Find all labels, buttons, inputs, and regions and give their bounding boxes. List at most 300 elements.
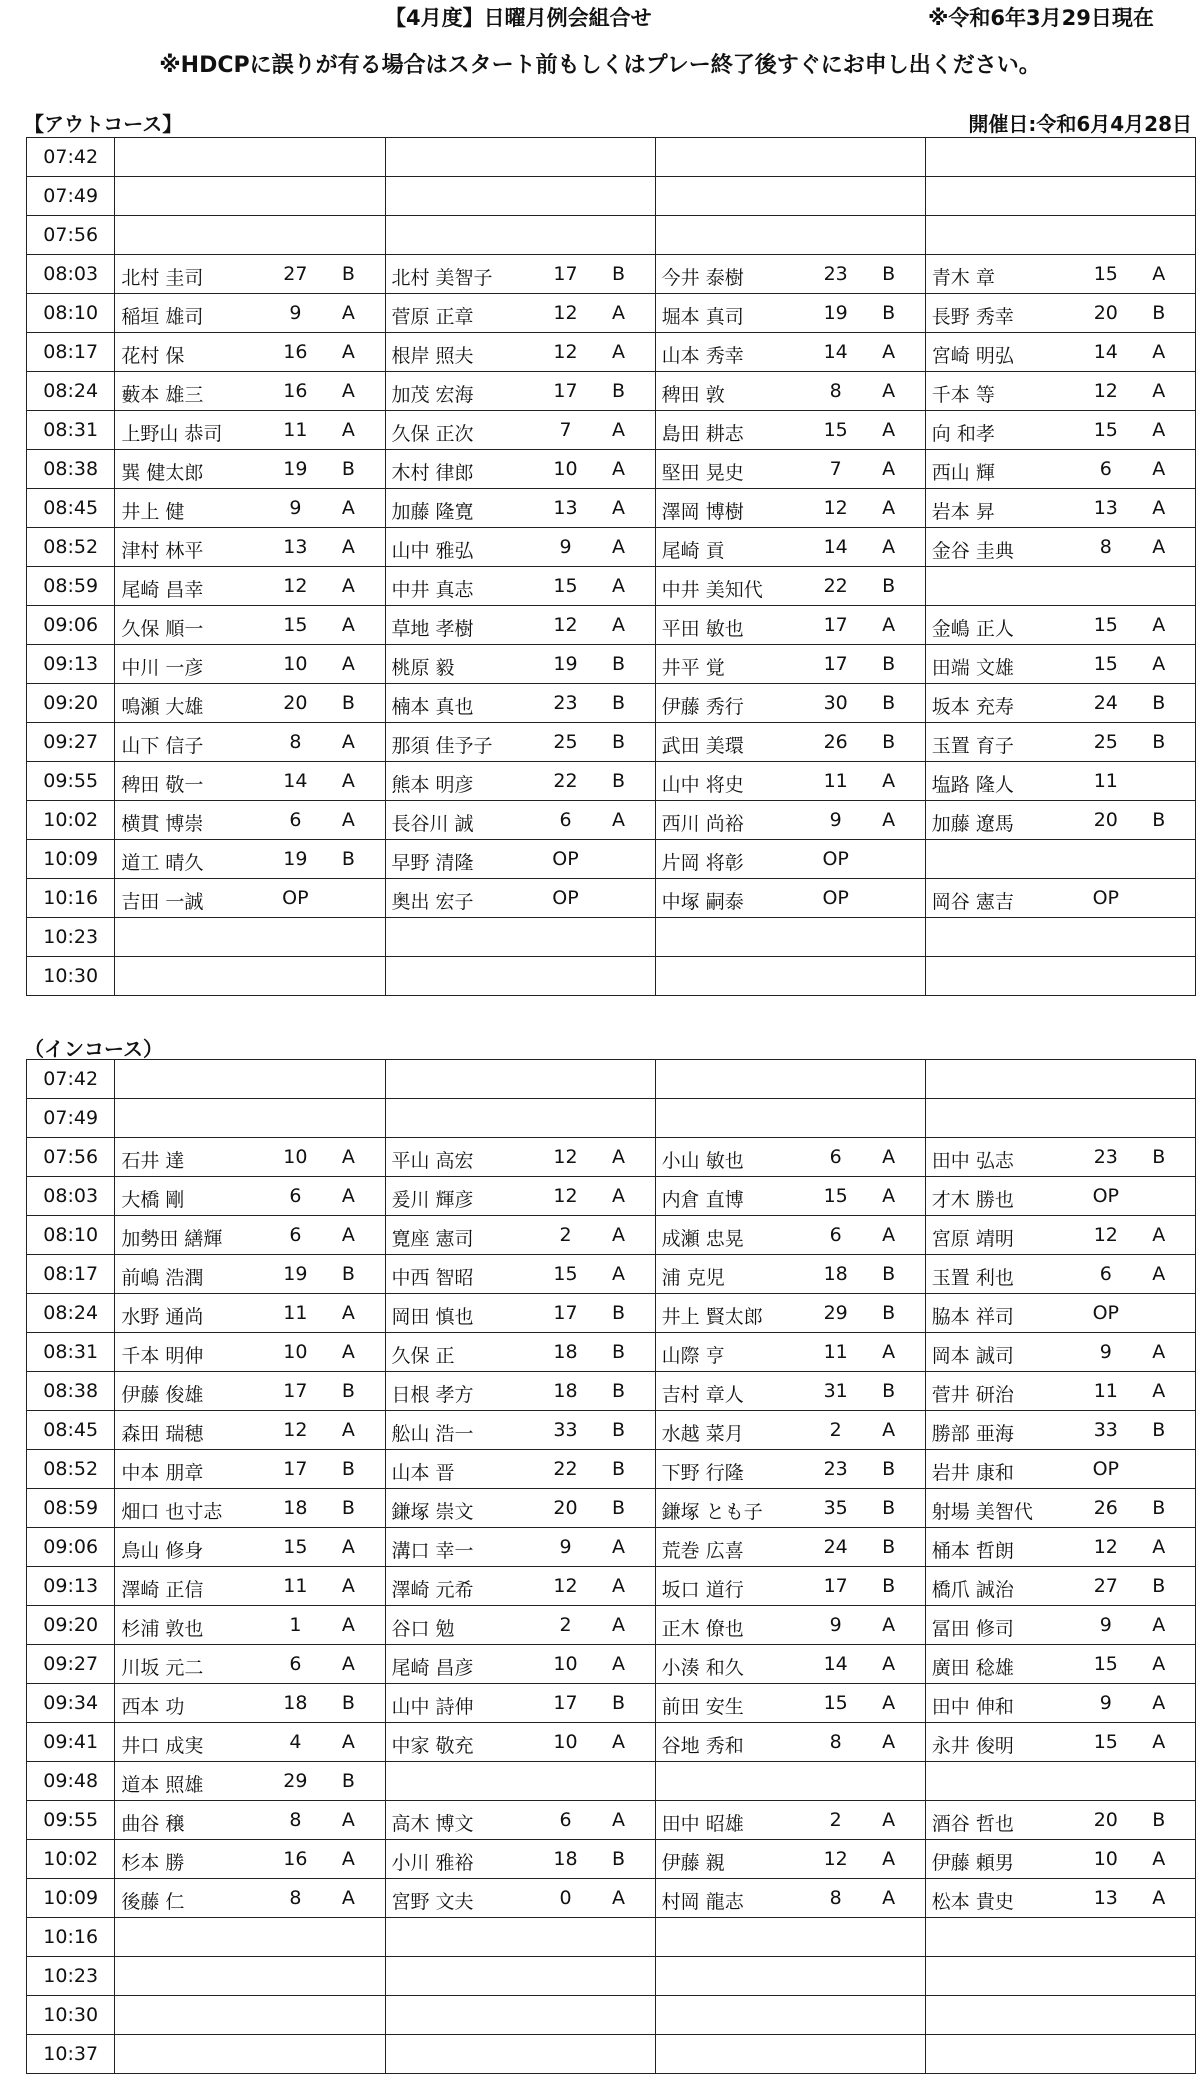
tee-time-row xyxy=(27,918,1196,957)
player-class: B xyxy=(882,692,896,714)
player-class: A xyxy=(612,458,626,480)
player-hdcp: OP xyxy=(1092,1185,1119,1207)
player-slot xyxy=(385,1879,655,1918)
player-slot xyxy=(925,1684,1195,1723)
player-class: B xyxy=(611,1302,626,1324)
player-class: A xyxy=(612,1887,626,1909)
player-class: B xyxy=(611,1848,626,1870)
player-class: B xyxy=(341,1497,355,1519)
player-class: A xyxy=(341,1848,355,1870)
player-name: 溝口 幸一 xyxy=(391,1540,474,1562)
player-slot xyxy=(655,2035,925,2074)
player-slot xyxy=(385,294,655,333)
player-slot xyxy=(655,762,925,801)
tee-time: 08:24 xyxy=(27,1294,115,1333)
player-class: A xyxy=(341,1653,355,1675)
player-hdcp: 16 xyxy=(283,341,308,363)
player-name: 小山 敏也 xyxy=(661,1150,744,1172)
player-name: 下野 行隆 xyxy=(661,1462,744,1484)
player-hdcp: 19 xyxy=(823,302,848,324)
player-name: 小川 雅裕 xyxy=(391,1852,474,1874)
tee-time: 08:45 xyxy=(27,489,115,528)
player-slot xyxy=(925,840,1195,879)
player-slot xyxy=(655,1840,925,1879)
player-name: 玉置 利也 xyxy=(931,1267,1014,1289)
player-class: A xyxy=(882,380,896,402)
player-name: 浦 克児 xyxy=(661,1267,725,1289)
as-of-date: ※令和6年3月29日現在 xyxy=(928,6,1154,30)
player-class: A xyxy=(882,1653,896,1675)
player-slot xyxy=(655,1801,925,1840)
player-hdcp: 19 xyxy=(553,653,578,675)
tee-time-row xyxy=(27,1684,1196,1723)
tee-time: 09:27 xyxy=(27,723,115,762)
player-slot xyxy=(925,333,1195,372)
player-name: 岡田 慎也 xyxy=(391,1306,474,1328)
player-hdcp: 18 xyxy=(553,1380,578,1402)
tee-time-row xyxy=(27,1060,1196,1099)
player-slot xyxy=(115,1489,385,1528)
player-name: 山際 亨 xyxy=(661,1345,725,1367)
player-name: 岡谷 憲吉 xyxy=(931,891,1014,913)
player-hdcp: 6 xyxy=(289,809,302,831)
player-name: 加勢田 繕輝 xyxy=(121,1228,223,1250)
tee-time-row xyxy=(27,1099,1196,1138)
player-class: A xyxy=(612,419,626,441)
player-class: A xyxy=(882,1887,896,1909)
player-slot xyxy=(655,1528,925,1567)
player-class: A xyxy=(612,1809,626,1831)
tee-time: 09:20 xyxy=(27,1606,115,1645)
player-slot xyxy=(655,1060,925,1099)
tee-time: 09:55 xyxy=(27,762,115,801)
tee-time-row xyxy=(27,1528,1196,1567)
player-name: 久保 正 xyxy=(391,1345,455,1367)
tee-time-row xyxy=(27,840,1196,879)
player-slot xyxy=(385,957,655,996)
tee-time: 08:45 xyxy=(27,1411,115,1450)
player-hdcp: 20 xyxy=(553,1497,578,1519)
player-class: A xyxy=(341,614,355,636)
player-class: A xyxy=(882,1185,896,1207)
player-slot xyxy=(655,801,925,840)
player-class: A xyxy=(341,1341,355,1363)
player-class: B xyxy=(341,458,355,480)
player-slot xyxy=(385,216,655,255)
player-slot xyxy=(925,1450,1195,1489)
player-class: B xyxy=(611,692,626,714)
player-slot xyxy=(925,879,1195,918)
player-class: B xyxy=(1152,302,1166,324)
player-slot xyxy=(385,1684,655,1723)
in-course-label: （インコース） xyxy=(24,1037,163,1061)
player-class: A xyxy=(612,1146,626,1168)
tee-time: 10:30 xyxy=(27,1996,115,2035)
player-hdcp: 12 xyxy=(823,1848,848,1870)
player-name: 伊藤 俊雄 xyxy=(121,1384,204,1406)
player-class: A xyxy=(341,380,355,402)
player-name: 井上 賢太郎 xyxy=(661,1306,763,1328)
tee-time-row xyxy=(27,1645,1196,1684)
player-hdcp: 27 xyxy=(283,263,308,285)
player-slot xyxy=(655,489,925,528)
player-hdcp: 15 xyxy=(283,614,308,636)
player-hdcp: 11 xyxy=(283,1302,308,1324)
player-slot xyxy=(385,1255,655,1294)
player-hdcp: 18 xyxy=(553,1848,578,1870)
player-slot xyxy=(115,372,385,411)
player-slot xyxy=(115,1255,385,1294)
player-slot xyxy=(385,1840,655,1879)
player-slot xyxy=(385,567,655,606)
player-hdcp: 9 xyxy=(829,1614,842,1636)
player-slot xyxy=(655,216,925,255)
player-slot xyxy=(925,1918,1195,1957)
player-class: A xyxy=(882,1419,896,1441)
player-name: 鳴瀬 大雄 xyxy=(121,696,204,718)
player-slot xyxy=(925,723,1195,762)
tee-time: 08:31 xyxy=(27,1333,115,1372)
player-hdcp: 11 xyxy=(823,770,848,792)
player-class: A xyxy=(612,497,626,519)
player-slot xyxy=(385,1645,655,1684)
player-class: A xyxy=(1152,1848,1166,1870)
player-name: 島田 耕志 xyxy=(661,423,744,445)
player-hdcp: 18 xyxy=(553,1341,578,1363)
player-name: 宮野 文夫 xyxy=(391,1891,474,1913)
player-hdcp: 30 xyxy=(823,692,848,714)
player-hdcp: 12 xyxy=(1093,1536,1118,1558)
player-class: A xyxy=(1152,536,1166,558)
player-hdcp: 17 xyxy=(823,614,848,636)
player-name: 道工 晴久 xyxy=(121,852,204,874)
player-slot xyxy=(655,840,925,879)
player-slot xyxy=(925,1606,1195,1645)
player-hdcp: 11 xyxy=(283,419,308,441)
player-name: 鳥山 修身 xyxy=(121,1540,204,1562)
player-hdcp: OP xyxy=(1092,887,1119,909)
player-hdcp: 17 xyxy=(823,1575,848,1597)
tee-time: 09:06 xyxy=(27,606,115,645)
player-slot xyxy=(385,528,655,567)
hdcp-notice: ※HDCPに誤りが有る場合はスタート前もしくはプレー終了後すぐにお申し出ください。 xyxy=(159,53,1041,78)
player-class: B xyxy=(882,1380,896,1402)
player-name: 日根 孝方 xyxy=(391,1384,474,1406)
player-name: 坂口 道行 xyxy=(661,1579,744,1601)
out-course-table xyxy=(26,137,1196,996)
player-name: 成瀬 忠晃 xyxy=(661,1228,744,1250)
player-slot xyxy=(925,1255,1195,1294)
tee-time-row xyxy=(27,528,1196,567)
player-slot xyxy=(115,1294,385,1333)
tee-time: 08:24 xyxy=(27,372,115,411)
player-slot xyxy=(385,1723,655,1762)
tee-time-row xyxy=(27,1723,1196,1762)
player-name: 水野 通尚 xyxy=(121,1306,204,1328)
player-hdcp: 17 xyxy=(553,380,578,402)
player-slot xyxy=(925,489,1195,528)
player-hdcp: 9 xyxy=(1099,1341,1112,1363)
player-name: 井平 覚 xyxy=(661,657,725,679)
tee-time-row xyxy=(27,879,1196,918)
player-slot xyxy=(925,372,1195,411)
player-hdcp: 19 xyxy=(283,848,308,870)
player-hdcp: 9 xyxy=(559,1536,572,1558)
player-name: 千本 明伸 xyxy=(121,1345,204,1367)
player-slot xyxy=(115,177,385,216)
player-slot xyxy=(655,957,925,996)
tee-time-row xyxy=(27,333,1196,372)
player-slot xyxy=(925,1528,1195,1567)
player-name: 久保 正次 xyxy=(391,423,474,445)
player-hdcp: 11 xyxy=(1093,770,1118,792)
player-name: 中西 智昭 xyxy=(391,1267,474,1289)
player-class: B xyxy=(882,1263,896,1285)
tee-time: 10:30 xyxy=(27,957,115,996)
player-name: 脇本 祥司 xyxy=(931,1306,1014,1328)
player-slot xyxy=(655,1450,925,1489)
player-slot xyxy=(385,1411,655,1450)
player-name: 伊藤 秀行 xyxy=(661,696,744,718)
player-hdcp: 14 xyxy=(823,536,848,558)
player-class: A xyxy=(341,1146,355,1168)
player-slot xyxy=(385,1957,655,1996)
player-class: A xyxy=(612,1731,626,1753)
player-class: A xyxy=(882,1692,896,1714)
player-slot xyxy=(655,372,925,411)
player-slot xyxy=(115,762,385,801)
player-class: A xyxy=(341,536,355,558)
player-hdcp: 33 xyxy=(1093,1419,1118,1441)
player-slot xyxy=(115,1606,385,1645)
tee-time: 08:52 xyxy=(27,528,115,567)
player-class: B xyxy=(882,1497,896,1519)
player-name: 山中 将史 xyxy=(661,774,744,796)
header xyxy=(0,0,1200,32)
player-slot xyxy=(925,1645,1195,1684)
player-name: 尾崎 昌彦 xyxy=(391,1657,474,1679)
player-slot xyxy=(115,918,385,957)
player-slot xyxy=(115,1957,385,1996)
player-class: A xyxy=(341,1302,355,1324)
player-hdcp: 6 xyxy=(829,1224,842,1246)
player-slot xyxy=(115,645,385,684)
player-slot xyxy=(925,1957,1195,1996)
player-class: A xyxy=(341,1224,355,1246)
player-class: B xyxy=(882,1536,896,1558)
player-slot xyxy=(115,489,385,528)
player-slot xyxy=(115,450,385,489)
tee-time: 08:52 xyxy=(27,1450,115,1489)
tee-time: 09:20 xyxy=(27,684,115,723)
player-slot xyxy=(115,1177,385,1216)
player-slot xyxy=(655,411,925,450)
player-name: 村岡 龍志 xyxy=(661,1891,744,1913)
player-slot xyxy=(925,294,1195,333)
player-slot xyxy=(115,1918,385,1957)
player-hdcp: 10 xyxy=(553,458,578,480)
tee-time-row xyxy=(27,2035,1196,2074)
tee-time: 09:27 xyxy=(27,1645,115,1684)
tee-time-row xyxy=(27,801,1196,840)
player-hdcp: 14 xyxy=(1093,341,1118,363)
player-class: A xyxy=(341,731,355,753)
player-class: B xyxy=(611,1497,626,1519)
player-slot xyxy=(385,1918,655,1957)
player-class: B xyxy=(882,575,896,597)
player-slot xyxy=(385,1294,655,1333)
player-name: 道本 照雄 xyxy=(121,1774,204,1796)
tee-time-row xyxy=(27,1489,1196,1528)
tee-time: 10:02 xyxy=(27,1840,115,1879)
player-slot xyxy=(925,1411,1195,1450)
tee-time: 07:49 xyxy=(27,1099,115,1138)
tee-time: 07:42 xyxy=(27,1060,115,1099)
player-slot xyxy=(655,645,925,684)
player-slot xyxy=(655,1606,925,1645)
tee-time-row xyxy=(27,567,1196,606)
tee-time: 07:56 xyxy=(27,1138,115,1177)
player-hdcp: 24 xyxy=(1093,692,1118,714)
player-hdcp: 13 xyxy=(553,497,578,519)
player-name: 堅田 晃史 xyxy=(661,462,744,484)
player-class: B xyxy=(611,263,626,285)
player-slot xyxy=(655,1138,925,1177)
player-class: B xyxy=(1152,1146,1166,1168)
tee-time-row xyxy=(27,1177,1196,1216)
player-hdcp: 2 xyxy=(559,1614,572,1636)
player-hdcp: 10 xyxy=(283,1341,308,1363)
player-slot xyxy=(655,606,925,645)
player-class: B xyxy=(341,263,355,285)
player-name: 木村 律郎 xyxy=(391,462,474,484)
player-slot xyxy=(385,879,655,918)
player-slot xyxy=(655,1411,925,1450)
player-class: A xyxy=(882,1146,896,1168)
player-class: A xyxy=(882,770,896,792)
player-class: A xyxy=(882,419,896,441)
player-slot xyxy=(925,918,1195,957)
player-name: 上野山 恭司 xyxy=(121,423,223,445)
player-slot xyxy=(385,606,655,645)
player-name: 澤崎 正信 xyxy=(121,1579,204,1601)
player-name: 稗田 敬一 xyxy=(121,774,204,796)
player-slot xyxy=(655,1255,925,1294)
player-class: A xyxy=(1152,341,1166,363)
player-hdcp: 9 xyxy=(289,302,302,324)
player-slot xyxy=(925,1996,1195,2035)
player-slot xyxy=(115,1060,385,1099)
player-slot xyxy=(655,1099,925,1138)
player-slot xyxy=(925,1723,1195,1762)
player-class: A xyxy=(1152,380,1166,402)
tee-time: 08:59 xyxy=(27,567,115,606)
tee-time-row xyxy=(27,216,1196,255)
player-hdcp: 2 xyxy=(829,1419,842,1441)
player-slot xyxy=(655,255,925,294)
player-slot xyxy=(385,489,655,528)
player-name: 小湊 和久 xyxy=(661,1657,744,1679)
player-name: 平山 高宏 xyxy=(391,1150,474,1172)
player-class: B xyxy=(611,1458,626,1480)
player-slot xyxy=(385,1060,655,1099)
player-name: 中川 一彦 xyxy=(121,657,204,679)
player-hdcp: 12 xyxy=(553,341,578,363)
player-slot xyxy=(925,528,1195,567)
tee-time: 08:10 xyxy=(27,294,115,333)
player-name: 岩本 昇 xyxy=(931,501,995,523)
player-slot xyxy=(385,177,655,216)
player-class: A xyxy=(341,1887,355,1909)
tee-time: 09:55 xyxy=(27,1801,115,1840)
player-hdcp: 7 xyxy=(559,419,572,441)
tee-time-row xyxy=(27,1294,1196,1333)
player-slot xyxy=(925,645,1195,684)
player-slot xyxy=(655,1879,925,1918)
tee-time-row xyxy=(27,294,1196,333)
player-name: 岩井 康和 xyxy=(931,1462,1014,1484)
player-class: B xyxy=(611,731,626,753)
player-slot xyxy=(115,1801,385,1840)
player-name: 金嶋 正人 xyxy=(931,618,1014,640)
player-name: 岡本 誠司 xyxy=(931,1345,1014,1367)
player-slot xyxy=(655,1996,925,2035)
player-slot xyxy=(115,1138,385,1177)
player-hdcp: 12 xyxy=(283,575,308,597)
tee-time-row xyxy=(27,1840,1196,1879)
player-hdcp: 6 xyxy=(1099,458,1112,480)
player-name: 奥出 宏子 xyxy=(391,891,474,913)
tee-time: 08:17 xyxy=(27,1255,115,1294)
player-hdcp: 13 xyxy=(283,536,308,558)
player-slot xyxy=(655,1918,925,1957)
tee-time-row xyxy=(27,957,1196,996)
player-hdcp: 33 xyxy=(553,1419,578,1441)
player-hdcp: 6 xyxy=(289,1224,302,1246)
player-class: A xyxy=(612,1536,626,1558)
player-class: B xyxy=(882,302,896,324)
player-hdcp: 8 xyxy=(289,1809,302,1831)
player-slot xyxy=(655,1957,925,1996)
player-slot xyxy=(925,801,1195,840)
player-hdcp: 7 xyxy=(829,458,842,480)
player-hdcp: 20 xyxy=(1093,1809,1118,1831)
player-name: 中井 美知代 xyxy=(661,579,763,601)
player-slot xyxy=(385,1567,655,1606)
player-slot xyxy=(925,684,1195,723)
player-slot xyxy=(385,1489,655,1528)
player-class: A xyxy=(612,1653,626,1675)
tee-time: 08:59 xyxy=(27,1489,115,1528)
player-class: A xyxy=(1152,1536,1166,1558)
player-slot xyxy=(925,1060,1195,1099)
player-class: B xyxy=(611,1692,626,1714)
player-slot xyxy=(115,879,385,918)
player-name: 澤岡 博樹 xyxy=(661,501,744,523)
player-slot xyxy=(655,450,925,489)
player-class: A xyxy=(341,1575,355,1597)
player-class: A xyxy=(341,1614,355,1636)
player-hdcp: 17 xyxy=(553,1302,578,1324)
player-name: 西山 輝 xyxy=(931,462,995,484)
player-hdcp: 9 xyxy=(559,536,572,558)
player-hdcp: 10 xyxy=(553,1731,578,1753)
player-name: 澤崎 元希 xyxy=(391,1579,474,1601)
player-slot xyxy=(115,801,385,840)
player-class: A xyxy=(1152,1653,1166,1675)
player-hdcp: 17 xyxy=(823,653,848,675)
tee-time-row xyxy=(27,1996,1196,2035)
